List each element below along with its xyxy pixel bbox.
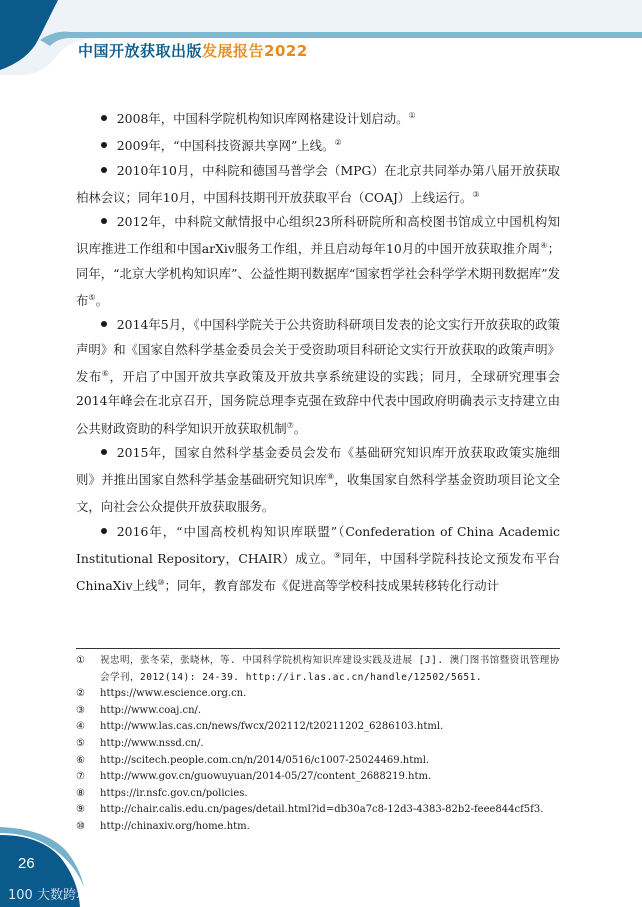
footnote [76, 653, 560, 686]
running-title [78, 40, 308, 61]
footnote-ref[interactable]: ① [408, 111, 416, 120]
footnote-link[interactable]: https://www.escience.org.cn. [100, 688, 247, 700]
footnote [76, 753, 560, 770]
list-item: 2010年10月，中科院和德国马普学会（MPG）在北京共同举办第八届开放获取柏林会议；同年10月，中国科技期刊开放获取平台（COAJ）上线运行。③ [76, 162, 560, 205]
list-item: 2014年5月，《中国科学院关于公共资助科研项目发表的论文实行开放获取的政策声明》和《国家自然科学基金委员会关于受资助项目科研论文实行开放获取的政策声明》发布⑥，开启了中国开放共享政策及开放共享系统建设的实践；同月，全球研究理事会2014年峰会在北京召开，国务院总理李克强在致辞中代表中国政府明确表示支持建立由公共财政资助的科学知识开放获取机制⑦。 [76, 317, 561, 436]
list-item: 2009年，“中国科技资源共享网”上线。② [76, 131, 560, 158]
footnote-number: ⑨ [76, 804, 85, 816]
page-number: 26 [18, 855, 35, 872]
footnote [76, 686, 560, 703]
footnote-number: ⑧ [76, 787, 85, 799]
bullet-icon [101, 449, 107, 455]
bullet-icon [101, 115, 107, 121]
footnote-divider [76, 648, 560, 649]
footnote [76, 719, 560, 736]
footnote-number: ⑤ [76, 737, 85, 749]
footnote-number: ④ [76, 721, 85, 733]
bullet-icon [101, 321, 107, 327]
footnote-link[interactable]: http://scitech.people.com.cn/n/2014/0516/c1007-25024469.html. [100, 754, 430, 766]
watermark-text: 大数跨境 [36, 888, 89, 903]
list-item: 2012年，中科院文献情报中心组织23所科研院所和高校图书馆成立中国机构知识库推进工作组和中国arXiv服务工作组，并且启动每年10月的中国开放获取推介周④；同年，“北京大学机构知识库”、公益性期刊数据库“国家哲学社会科学学术期刊数据库”发布⑤。 [76, 214, 560, 309]
footnotes [76, 653, 560, 836]
footnote [76, 802, 560, 819]
bullet-icon [101, 218, 107, 224]
footnote-link[interactable]: http://chinaxiv.org/home.htm. [100, 820, 250, 832]
footnote-ref[interactable]: ⑦ [286, 420, 294, 430]
watermark [8, 884, 89, 903]
footnote-number: ② [76, 688, 85, 700]
footnote [76, 819, 560, 836]
body-text [76, 104, 560, 599]
footnote [76, 703, 560, 720]
footnote-number: ① [76, 655, 85, 666]
footnote-link[interactable]: http://www.coaj.cn/. [100, 704, 202, 716]
footnote-ref[interactable]: ⑥ [101, 368, 110, 378]
list-item: 2015年，国家自然科学基金委员会发布《基础研究知识库开放获取政策实施细则》并推出国家自然科学基金基础研究知识库⑧，收集国家自然科学基金资助项目论文全文，向社会公众提供开放获取服务。 [76, 444, 561, 515]
footnote [76, 769, 560, 786]
footnote-text: 祝忠明，张冬荣，张晓林，等. 中国科学院机构知识库建设实践及进展 [J]. 澳门图书馆暨资讯管理协会学刊，2012(14): 24-39. http://ir.las.ac.cn/handle/12502/5651. [100, 655, 560, 683]
footnote-ref[interactable]: ⑤ [88, 293, 96, 303]
footnote-link[interactable]: http://www.las.cas.cn/news/fwcx/202112/t20211202_6286103.html. [100, 721, 444, 733]
bullet-icon [101, 167, 107, 173]
list-item: 2016年，“中国高校机构知识库联盟”（Confederation of China Academic Institutional Repository，CHAIR）成立。⑨同年，中国科学院科技论文预发布平台ChinaXiv上线⑩；同年，教育部发布《促进高等学校科技成果转移转化行动计 [76, 523, 561, 594]
list-item: 2008年，中国科学院机构知识库网格建设计划启动。① [76, 104, 560, 131]
header-band-graphic [0, 0, 642, 75]
watermark-logo-icon: 100 [8, 888, 33, 903]
footnote-link[interactable]: http://chair.calis.edu.cn/pages/detail.html?id=db30a7c8-12d3-4383-82b2-feee844cf5f3. [100, 804, 544, 816]
footnote-number: ③ [76, 704, 85, 716]
footnote-ref[interactable]: ② [334, 138, 342, 148]
footnote-ref[interactable]: ⑧ [326, 472, 335, 482]
bullet-icon [101, 142, 107, 148]
footnote-link[interactable]: http://www.gov.cn/guowuyuan/2014-05/27/content_2688219.htm. [100, 771, 432, 783]
footnote [76, 786, 560, 803]
page-header [0, 0, 642, 75]
footnote [76, 736, 560, 753]
footnote-ref[interactable]: ⑨ [333, 551, 342, 561]
running-title-main: 中国开放获取出版 [78, 42, 203, 60]
footnote-ref[interactable]: ③ [472, 189, 480, 199]
footnote-link[interactable]: http://www.nssd.cn/. [100, 737, 204, 749]
footnote-number: ⑦ [76, 771, 85, 783]
running-title-highlight: 发展报告2022 [202, 42, 308, 60]
bullet-icon [101, 528, 107, 534]
footnote-number: ⑩ [76, 820, 85, 832]
footnote-ref[interactable]: ④ [540, 241, 548, 251]
footnote-number: ⑥ [76, 754, 85, 766]
footnote-link[interactable]: https://ir.nsfc.gov.cn/policies. [100, 787, 248, 799]
footnote-ref[interactable]: ⑩ [157, 578, 165, 588]
